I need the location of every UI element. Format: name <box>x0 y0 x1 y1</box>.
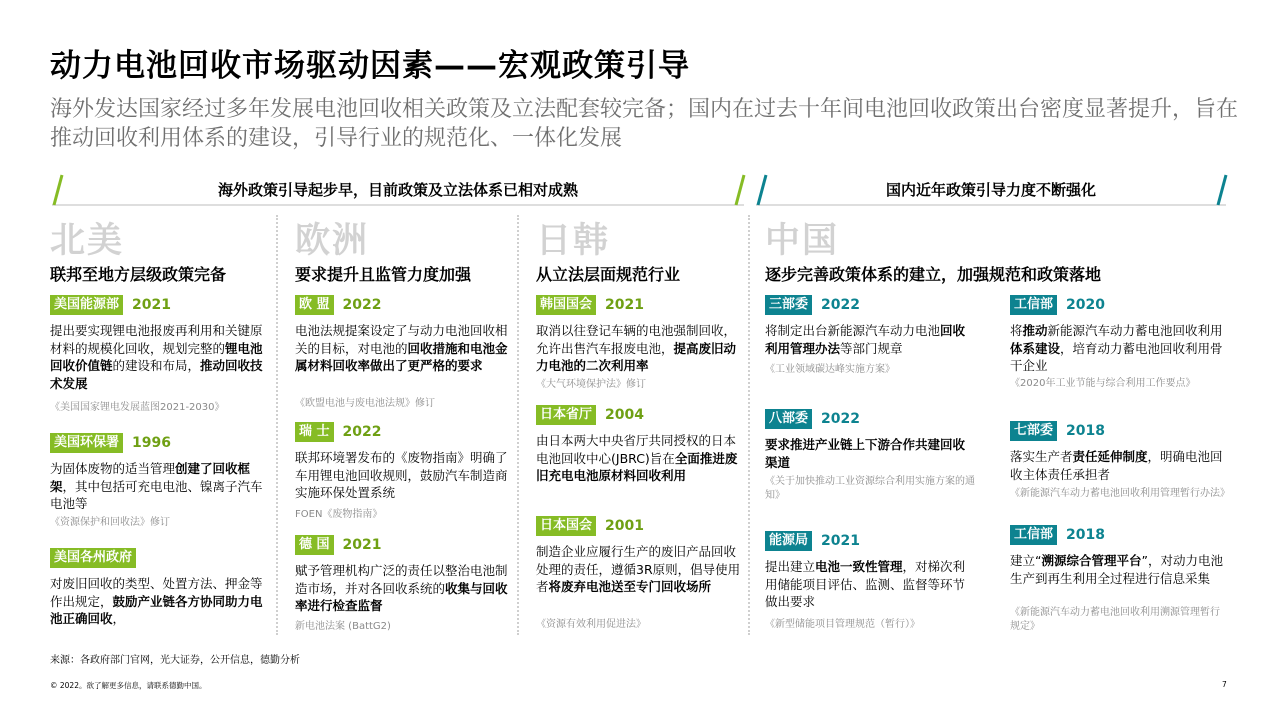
issuer-badge: 美国能源部 <box>50 295 123 315</box>
policy-source: 《大气环境保护法》修订 <box>536 379 646 390</box>
policy-source: 《美国国家锂电发展蓝图2021-2030》 <box>50 402 225 413</box>
policy-year: 2021 <box>821 533 860 549</box>
overseas-banner <box>48 174 748 206</box>
issuer-badge: 欧 盟 <box>295 295 334 315</box>
policy-source: 新电池法案 (BattG2) <box>295 621 391 632</box>
policy-description: 提出建立电池一致性管理，对梯次利用储能项目评估、监测、监督等环节做出要求 <box>765 559 966 609</box>
policy-year: 2001 <box>605 518 644 534</box>
region-heading-japan-korea: 从立法层面规范行业 <box>536 265 681 284</box>
source-note: 来源：各政府部门官网，光大证券，公开信息，德勤分析 <box>50 655 300 666</box>
issuer-badge: 工信部 <box>1010 525 1057 545</box>
policy-tag-row <box>1010 525 1105 545</box>
policy-tag-row <box>295 535 382 555</box>
policy-source: 《新型储能项目管理规范（暂行）》 <box>765 619 920 630</box>
policy-source: 《欧盟电池与废电池法规》修订 <box>295 398 435 409</box>
region-name-china: 中国 <box>765 221 840 261</box>
policy-source: 《新能源汽车动力蓄电池回收利用管理暂行办法》 <box>1010 488 1230 499</box>
policy-tag-row <box>536 295 644 315</box>
policy-year: 2021 <box>342 537 382 553</box>
policy-source: 《新能源汽车动力蓄电池回收利用溯源管理暂行规定》 <box>1010 607 1220 632</box>
policy-source: 《关于加快推动工业资源综合利用实施方案的通知》 <box>765 476 975 501</box>
region-name-north-america: 北美 <box>50 221 125 261</box>
domestic-banner-text: 国内近年政策引导力度不断强化 <box>885 181 1096 199</box>
policy-year: 2022 <box>342 297 382 313</box>
policy-tag-row <box>765 295 860 315</box>
domestic-banner <box>752 174 1230 206</box>
page-number: 7 <box>1222 680 1227 689</box>
issuer-badge: 工信部 <box>1010 295 1057 315</box>
issuer-badge: 韩国国会 <box>536 295 596 315</box>
policy-tag-row <box>50 295 171 315</box>
policy-year: 2018 <box>1066 423 1105 439</box>
policy-tag-row <box>295 295 382 315</box>
policy-source: 《工业领域碳达峰实施方案》 <box>765 364 895 375</box>
policy-source: 《资源有效利用促进法》 <box>536 619 646 630</box>
policy-tag-row <box>765 409 860 429</box>
region-heading-europe: 要求提升且监管力度加强 <box>295 265 472 284</box>
policy-year: 1996 <box>132 435 171 451</box>
issuer-badge: 能源局 <box>765 531 812 551</box>
policy-description: 对废旧回收的类型、处置方法、押金等作出规定，鼓励产业链各方协同助力电池正确回收， <box>50 576 263 626</box>
region-name-japan-korea: 日韩 <box>536 221 611 261</box>
policy-year: 2022 <box>342 424 382 440</box>
policy-tag-row <box>295 422 382 442</box>
policy-description: 要求推进产业链上下游合作共建回收渠道 <box>765 437 966 470</box>
policy-source: FOEN《废物指南》 <box>295 509 383 520</box>
region-heading-china: 逐步完善政策体系的建立，加强规范和政策落地 <box>765 265 1102 284</box>
policy-description: 取消以往登记车辆的电池强制回收，允许出售汽车报废电池，提高废旧动力电池的二次利用率 <box>536 323 737 373</box>
policy-description: 赋予管理机构广泛的责任以整治电池制造市场，并对各回收系统的收集与回收率进行检查监督 <box>295 563 508 613</box>
column-divider <box>748 215 750 635</box>
column-divider <box>517 215 519 635</box>
policy-year: 2022 <box>821 411 860 427</box>
policy-description: 联邦环境署发布的《废物指南》明确了车用锂电池回收规则，鼓励汽车制造商实施环保处置系统 <box>295 450 508 500</box>
region-heading-north-america: 联邦至地方层级政策完备 <box>50 265 227 284</box>
policy-tag-row <box>536 405 644 425</box>
policy-tag-row <box>1010 295 1105 315</box>
issuer-badge: 八部委 <box>765 409 812 429</box>
policy-year: 2022 <box>821 297 860 313</box>
page-title: 动力电池回收市场驱动因素——宏观政策引导 <box>50 48 690 84</box>
issuer-badge: 美国环保署 <box>50 433 123 453</box>
issuer-badge: 日本国会 <box>536 516 596 536</box>
policy-description: 将制定出台新能源汽车动力电池回收利用管理办法等部门规章 <box>765 323 966 356</box>
policy-year: 2004 <box>605 407 644 423</box>
issuer-badge: 德 国 <box>295 535 334 555</box>
policy-description: 将推动新能源汽车动力蓄电池回收利用体系建设，培育动力蓄电池回收利用骨干企业 <box>1010 323 1223 373</box>
policy-source: 《2020年工业节能与综合利用工作要点》 <box>1010 378 1196 389</box>
policy-tag-row <box>1010 421 1105 441</box>
policy-year: 2018 <box>1066 527 1105 543</box>
issuer-badge: 七部委 <box>1010 421 1057 441</box>
policy-description: 提出要实现锂电池报废再利用和关键原材料的规模化回收，规划完整的锂电池回收价值链的建设和布局，推动回收技术发展 <box>50 323 263 391</box>
issuer-badge: 三部委 <box>765 295 812 315</box>
policy-description: 制造企业应履行生产的废旧产品回收处理的责任，遵循3R原则，倡导使用者将废弃电池送至专门回收场所 <box>536 544 741 594</box>
policy-description: 建立“溯源综合管理平台”，对动力电池生产到再生利用全过程进行信息采集 <box>1010 553 1223 586</box>
policy-tag-row <box>765 531 860 551</box>
policy-year: 2021 <box>132 297 171 313</box>
policy-source: 《资源保护和回收法》修订 <box>50 517 170 528</box>
overseas-banner-text: 海外政策引导起步早，目前政策及立法体系已相对成熟 <box>217 181 578 199</box>
policy-tag-row <box>536 516 644 536</box>
copyright: © 2022。欲了解更多信息，请联系德勤中国。 <box>50 681 207 690</box>
column-divider <box>276 215 278 635</box>
issuer-badge: 瑞 士 <box>295 422 334 442</box>
region-name-europe: 欧洲 <box>295 221 370 261</box>
issuer-badge: 日本省厅 <box>536 405 596 425</box>
policy-description: 落实生产者责任延伸制度，明确电池回收主体责任承担者 <box>1010 449 1223 482</box>
policy-description: 电池法规提案设定了与动力电池回收相关的目标，对电池的回收措施和电池金属材料回收率做出了更严格的要求 <box>295 323 508 373</box>
issuer-badge: 美国各州政府 <box>50 548 136 568</box>
policy-year: 2020 <box>1066 297 1105 313</box>
policy-description: 由日本两大中央省厅共同授权的日本电池回收中心(JBRC)旨在全面推进废旧充电电池原材料回收利用 <box>536 433 738 483</box>
policy-tag-row <box>50 433 171 453</box>
policy-tag-row <box>50 548 136 568</box>
policy-description: 为固体废物的适当管理创建了回收框架，其中包括可充电电池、镍离子汽车电池等 <box>50 461 263 511</box>
page-subtitle: 海外发达国家经过多年发展电池回收相关政策及立法配套较完备；国内在过去十年间电池回收政策出台密度显著提升，旨在推动回收利用体系的建设，引导行业的规范化、一体化发展 <box>50 97 1239 151</box>
policy-year: 2021 <box>605 297 644 313</box>
